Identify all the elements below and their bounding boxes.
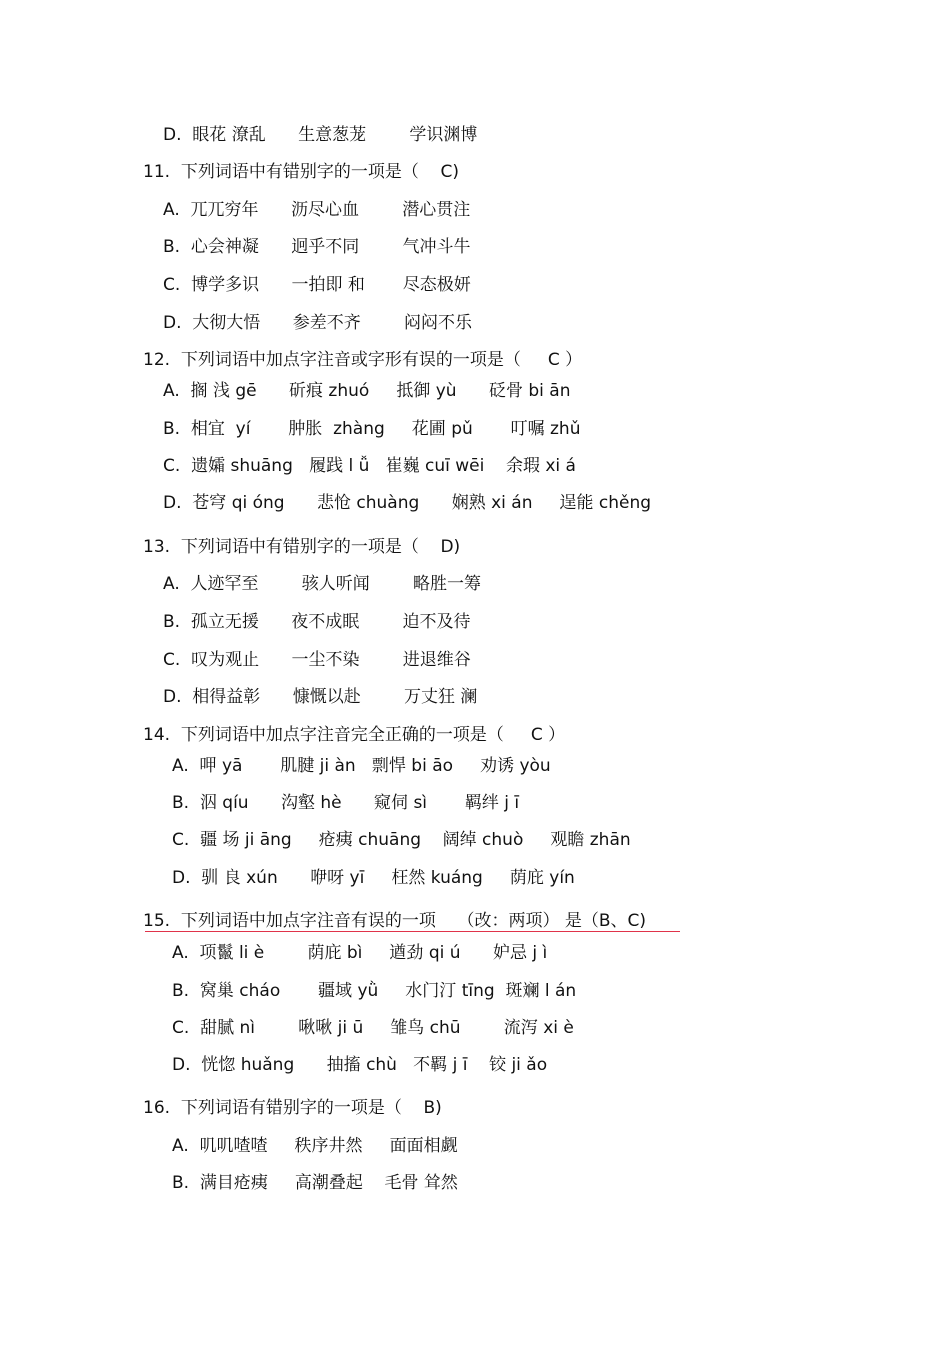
q10-option-d: D. 眼花 潦乱 生意葱茏 学识渊博	[163, 125, 478, 145]
q14-stem: 14. 下列词语中加点字注音完全正确的一项是（ C ）	[143, 725, 566, 745]
q11-stem: 11. 下列词语中有错别字的一项是（ C)	[143, 162, 459, 182]
q12-stem: 12. 下列词语中加点字注音或字形有误的一项是（ C ）	[143, 350, 583, 370]
q16-option-b: B. 满目疮痍 高潮叠起 毛骨 耸然	[172, 1173, 458, 1193]
q13-option-b: B. 孤立无援 夜不成眠 迫不及待	[163, 612, 471, 632]
q16-option-a: A. 叽叽喳喳 秩序井然 面面相觑	[172, 1136, 458, 1156]
q12-option-d: D. 苍穹 qi óng 悲怆 chuàng 娴熟 xi án 逞能 chěng	[163, 493, 652, 513]
q15-option-a: A. 项鬣 li è 荫庇 bì 遒劲 qi ú 妒忌 j ì	[172, 943, 548, 963]
q13-option-a: A. 人迹罕至 骇人听闻 略胜一筹	[163, 574, 482, 594]
red-underline	[145, 931, 680, 932]
q12-option-b: B. 相宜 yí 肿胀 zhàng 花圃 pǔ 叮嘱 zhǔ	[163, 419, 581, 439]
q11-option-c: C. 博学多识 一拍即 和 尽态极妍	[163, 275, 471, 295]
q13-option-d: D. 相得益彰 慷慨以赴 万丈狂 澜	[163, 687, 478, 707]
q15-option-c: C. 甜腻 nì 啾啾 ji ū 雏鸟 chū 流泻 xi è	[172, 1018, 574, 1038]
q11-option-d: D. 大彻大悟 参差不齐 闷闷不乐	[163, 313, 472, 333]
q11-option-a: A. 兀兀穷年 沥尽心血 潜心贯注	[163, 200, 471, 220]
q14-option-d: D. 驯 良 xún 咿呀 yī 枉然 kuáng 荫庇 yín	[172, 868, 575, 888]
q14-option-b: B. 泅 qíu 沟壑 hè 窥伺 sì 羁绊 j ī	[172, 793, 520, 813]
q11-option-b: B. 心会神凝 迥乎不同 气冲斗牛	[163, 237, 471, 257]
q15-stem: 15. 下列词语中加点字注音有误的一项 （改：两项） 是（B、C)	[143, 911, 647, 931]
q12-option-a: A. 搁 浅 gē 斫痕 zhuó 抵御 yù 砭骨 bi ān	[163, 381, 571, 401]
q13-option-c: C. 叹为观止 一尘不染 进退维谷	[163, 650, 471, 670]
q12-option-c: C. 遗孀 shuāng 履践 l ǚ 崔巍 cuī wēi 余瑕 xi á	[163, 456, 576, 476]
q15-option-b: B. 窝巢 cháo 疆域 yǜ 水门汀 tīng 斑斓 l án	[172, 981, 577, 1001]
q15-option-d: D. 恍惚 huǎng 抽搐 chù 不羁 j ī 铰 ji ǎo	[172, 1055, 548, 1075]
q14-option-c: C. 疆 场 ji āng 疮痍 chuāng 阔绰 chuò 观瞻 zhān	[172, 830, 631, 850]
q16-stem: 16. 下列词语有错别字的一项是（ B)	[143, 1098, 442, 1118]
q14-option-a: A. 呷 yā 肌腱 ji àn 剽悍 bi āo 劝诱 yòu	[172, 756, 551, 776]
q13-stem: 13. 下列词语中有错别字的一项是（ D)	[143, 537, 461, 557]
